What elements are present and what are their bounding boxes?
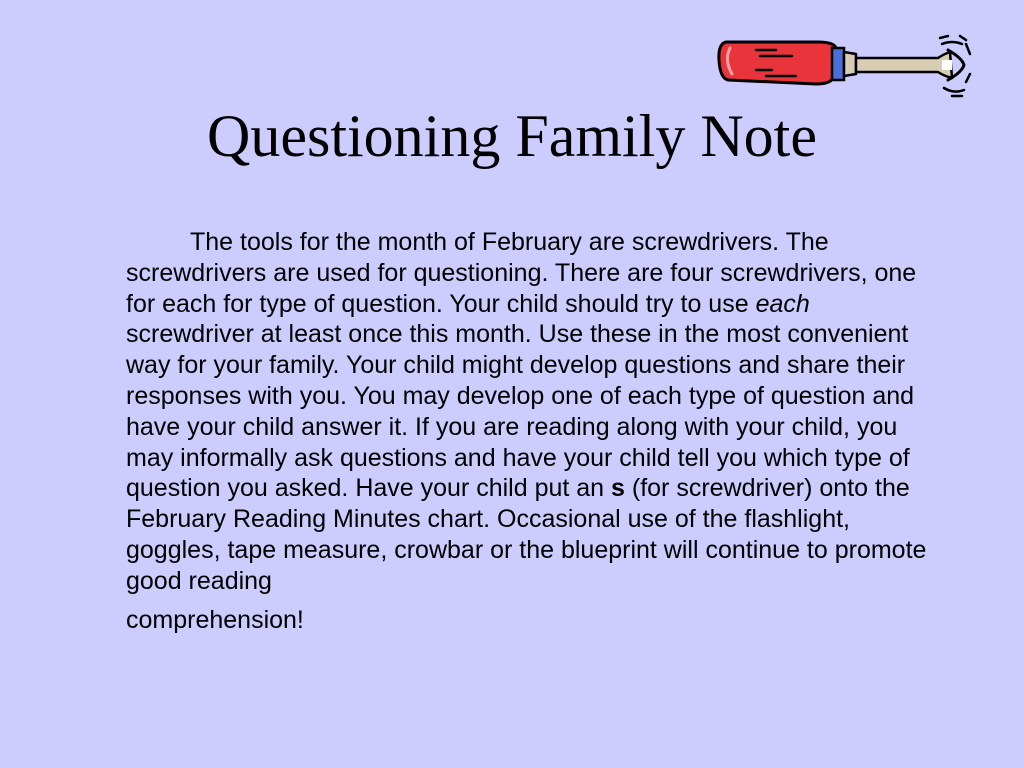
slide-title: Questioning Family Note xyxy=(207,103,817,169)
paragraph-text-part-1: The tools for the month of February are screwdrivers. The screwdrivers are used for questioning. There are four screwdrivers, one for each for type of question. Your child should try to use xyxy=(126,228,917,318)
paragraph-last-line: comprehension! xyxy=(126,605,304,634)
screwdriver-icon xyxy=(716,34,974,98)
screwdriver-handle xyxy=(719,42,836,84)
paragraph-text-part-2: screwdriver at least once this month. Use these in the most convenient way for your family. Your child might develop questions and share their responses with you. You may develop one of each type of question and have your child answer it. If you are reading along with your child, you may informally ask questions and have your child tell you which type of question you asked. Have your child put an xyxy=(126,320,915,503)
screwdriver-shaft xyxy=(856,52,952,78)
family-note-paragraph xyxy=(126,227,936,635)
emphasis-each: each xyxy=(755,289,810,318)
paragraph-text-part-3: (for screwdriver) onto the February Reading Minutes chart. Occasional use of the flashlight, goggles, tape measure, crowbar or the blueprint will continue to promote good reading xyxy=(126,474,927,595)
screwdriver-ferrule xyxy=(832,48,844,80)
bold-letter-s: s xyxy=(611,474,625,503)
